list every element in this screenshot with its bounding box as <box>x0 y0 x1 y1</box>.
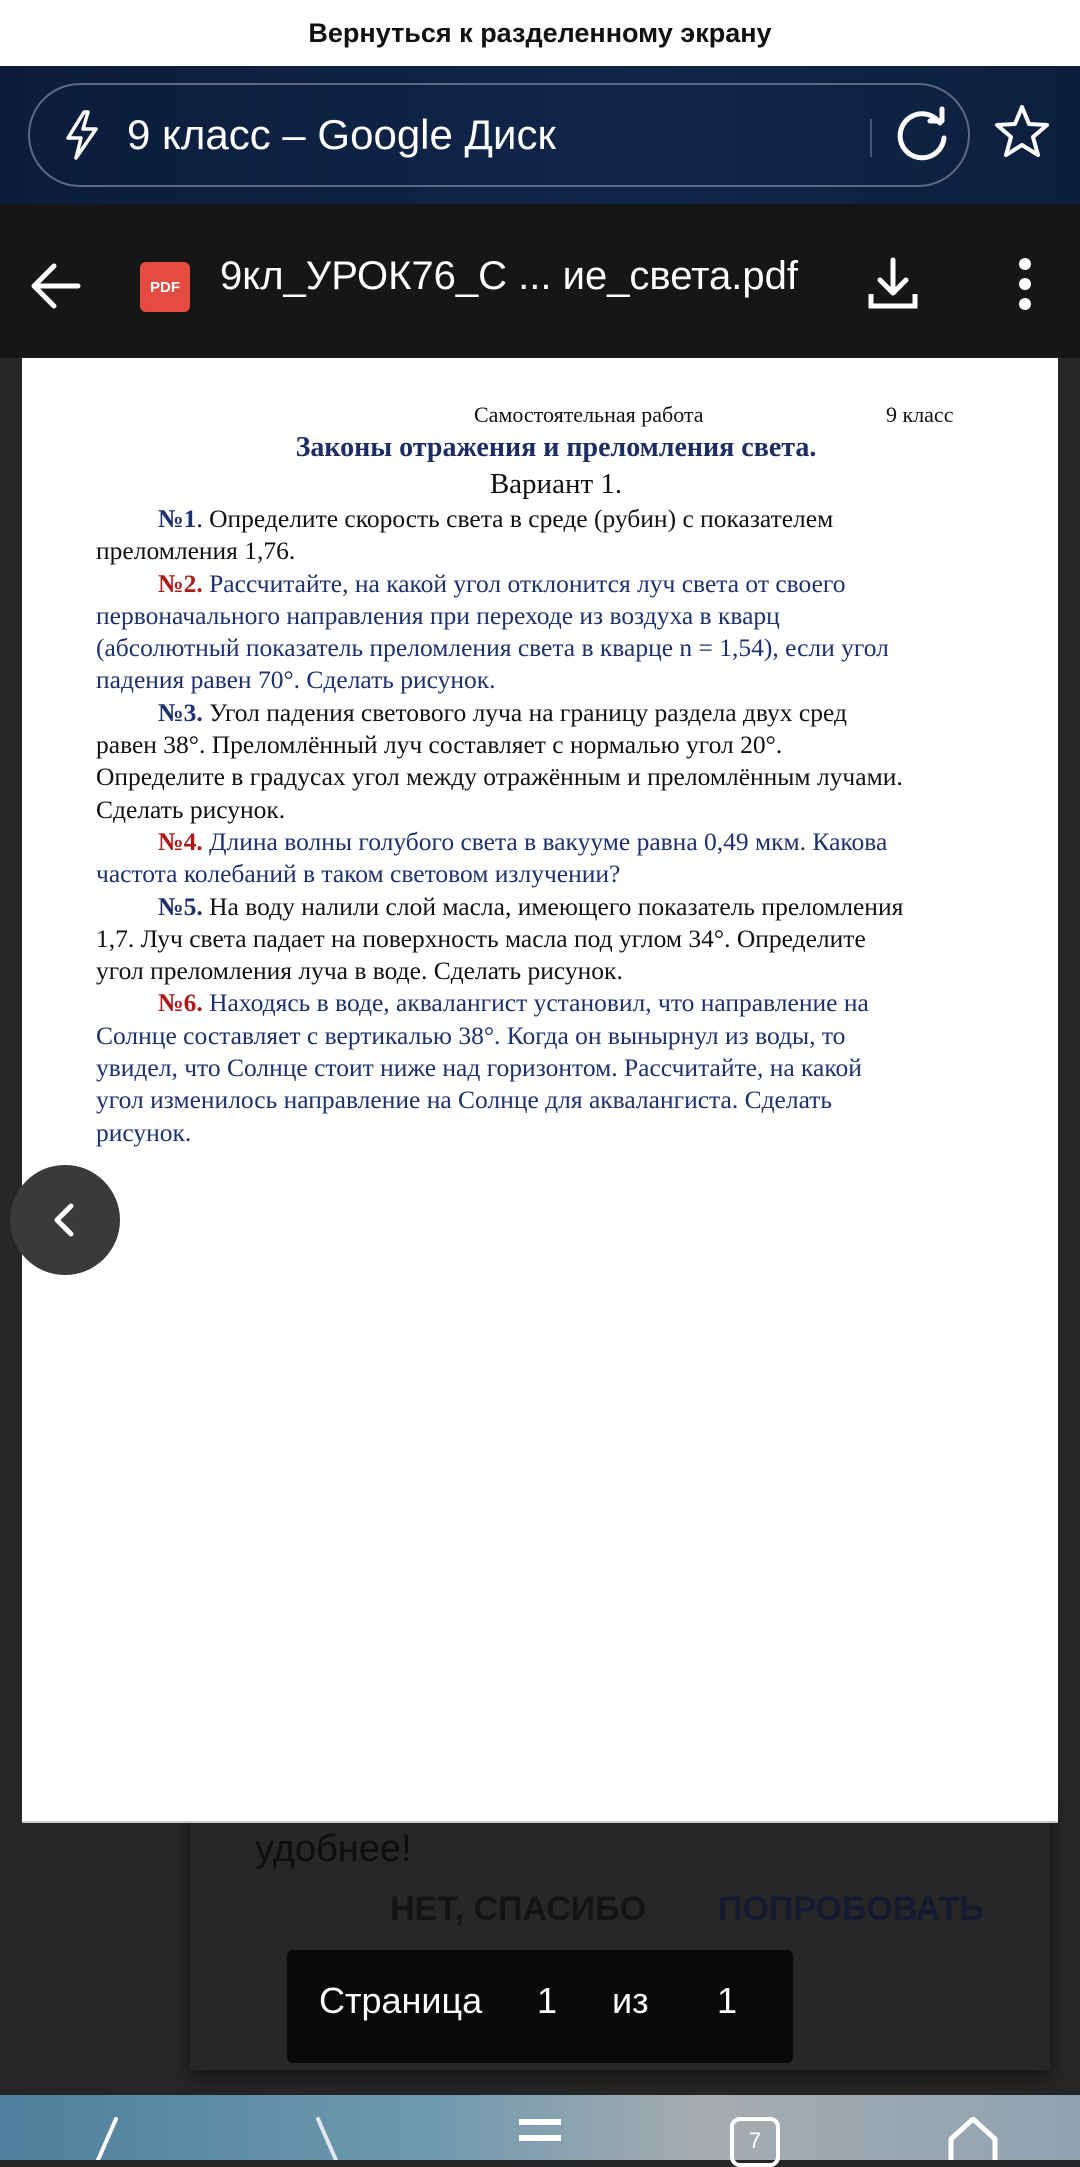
document-title: Законы отражения и преломления света. <box>295 432 817 463</box>
task-text: преломления 1,76. <box>96 536 296 566</box>
nav-back-icon[interactable] <box>92 2117 122 2160</box>
task-line <box>96 987 1036 1019</box>
task-number: №1 <box>158 504 197 533</box>
task-line <box>96 891 1036 923</box>
task-item <box>96 568 1036 697</box>
try-button[interactable]: ПОПРОБОВАТЬ <box>718 1890 984 1928</box>
task-text: . Определите скорость света в среде (рубин) с показателем <box>196 504 834 533</box>
task-number: №4. <box>158 826 203 856</box>
current-page: 1 <box>537 1980 558 2021</box>
variant-label: Вариант 1. <box>489 468 623 500</box>
chevron-left-icon <box>45 1200 85 1240</box>
previous-page-button[interactable] <box>10 1165 120 1275</box>
home-icon[interactable] <box>945 2117 1001 2160</box>
task-text: (абсолютный показатель преломления света в кварце n = 1,54), если угол <box>96 633 889 663</box>
split-screen-label: Вернуться к разделенному экрану <box>308 17 772 48</box>
document-header <box>96 398 1016 428</box>
task-list <box>96 503 1036 1149</box>
menu-icon[interactable] <box>517 2117 563 2160</box>
header-grade: 9 класс <box>886 402 954 427</box>
task-line <box>96 923 1036 955</box>
task-line <box>96 826 1036 858</box>
nav-forward-icon[interactable] <box>312 2117 342 2160</box>
task-number: №6. <box>158 988 203 1018</box>
task-item <box>96 697 1036 826</box>
task-line <box>96 664 1036 696</box>
file-name: 9кл_УРОК76_С ... ие_света.pdf <box>220 254 798 298</box>
task-item <box>96 987 1036 1148</box>
task-text: увидел, что Солнце стоит ниже над горизонтом. Рассчитайте, на какой <box>96 1053 862 1083</box>
task-text: частота колебаний в таком световом излучении? <box>96 859 621 889</box>
task-item <box>96 891 1036 988</box>
task-text: Длина волны голубого света в вакууме равна 0,49 мкм. Какова <box>202 826 888 856</box>
dialog-text: удобнее! <box>255 1828 412 1870</box>
task-text: угол изменилось направление на Солнце для аквалангиста. Сделать <box>96 1085 833 1115</box>
task-text: рисунок. <box>96 1117 192 1147</box>
task-line <box>96 729 1036 761</box>
page-title: 9 класс – Google Диск <box>127 111 556 158</box>
task-line <box>96 503 1036 535</box>
task-item <box>96 826 1036 891</box>
task-text: угол преломления луча в воде. Сделать рисунок. <box>96 956 623 986</box>
task-line <box>96 761 1036 793</box>
divider <box>870 119 872 157</box>
download-icon[interactable] <box>866 256 920 312</box>
browser-address-bar <box>0 66 1080 204</box>
lightning-icon <box>64 109 100 161</box>
browser-bottom-nav <box>0 2095 1080 2160</box>
task-text: Находясь в воде, аквалангист установил, что направление на <box>202 988 869 1018</box>
return-to-split-screen-button[interactable] <box>0 0 1080 66</box>
header-work-type: Самостоятельная работа <box>474 402 704 427</box>
task-text: первоначального направления при переходе из воздуха в кварц <box>96 600 780 630</box>
no-thanks-button[interactable]: НЕТ, СПАСИБО <box>390 1890 647 1928</box>
task-text: Сделать рисунок. <box>96 794 286 824</box>
task-line <box>96 794 1036 826</box>
task-text: 1,7. Луч света падает на поверхность масла под углом 34°. Определите <box>96 923 866 953</box>
pdf-page <box>22 358 1058 1823</box>
task-line <box>96 955 1036 987</box>
task-text: Угол падения светового луча на границу раздела двух сред <box>202 697 847 727</box>
pdf-file-icon <box>140 262 190 312</box>
task-line <box>96 1084 1036 1116</box>
task-line <box>96 632 1036 664</box>
of-label: из <box>612 1980 649 2021</box>
task-text: Солнце составляет с вертикалью 38°. Когда он вынырнул из воды, то <box>96 1020 846 1050</box>
task-line <box>96 697 1036 729</box>
page-label: Страница <box>319 1980 483 2021</box>
back-arrow-icon[interactable] <box>28 258 84 314</box>
task-line <box>96 858 1036 890</box>
task-text: Рассчитайте, на какой угол отклонится луч света от своего <box>202 568 846 598</box>
task-text: падения равен 70°. Сделать рисунок. <box>96 665 496 695</box>
bookmark-star-icon[interactable] <box>992 102 1052 162</box>
task-line <box>96 1052 1036 1084</box>
task-number: №2. <box>158 568 203 598</box>
task-text: Определите в градусах угол между отражённым и преломлённым лучами. <box>96 762 903 792</box>
tabs-count: 7 <box>748 2128 762 2153</box>
pdf-viewer-toolbar <box>0 204 1080 358</box>
more-options-icon[interactable] <box>1010 256 1040 312</box>
url-field[interactable] <box>28 83 970 187</box>
reload-icon[interactable] <box>892 105 954 167</box>
task-line <box>96 1020 1036 1052</box>
total-pages: 1 <box>717 1980 738 2021</box>
task-item <box>96 503 1036 568</box>
task-text: равен 38°. Преломлённый луч составляет с нормалью угол 20°. <box>96 730 783 760</box>
task-number: №3. <box>158 697 203 727</box>
task-line <box>96 535 1036 567</box>
page-indicator <box>287 1950 793 2063</box>
pdf-badge-label: PDF <box>150 278 180 296</box>
task-line <box>96 1117 1036 1149</box>
task-line <box>96 568 1036 600</box>
task-text: На воду налили слой масла, имеющего показатель преломления <box>202 891 904 921</box>
task-line <box>96 600 1036 632</box>
task-number: №5. <box>158 891 203 921</box>
